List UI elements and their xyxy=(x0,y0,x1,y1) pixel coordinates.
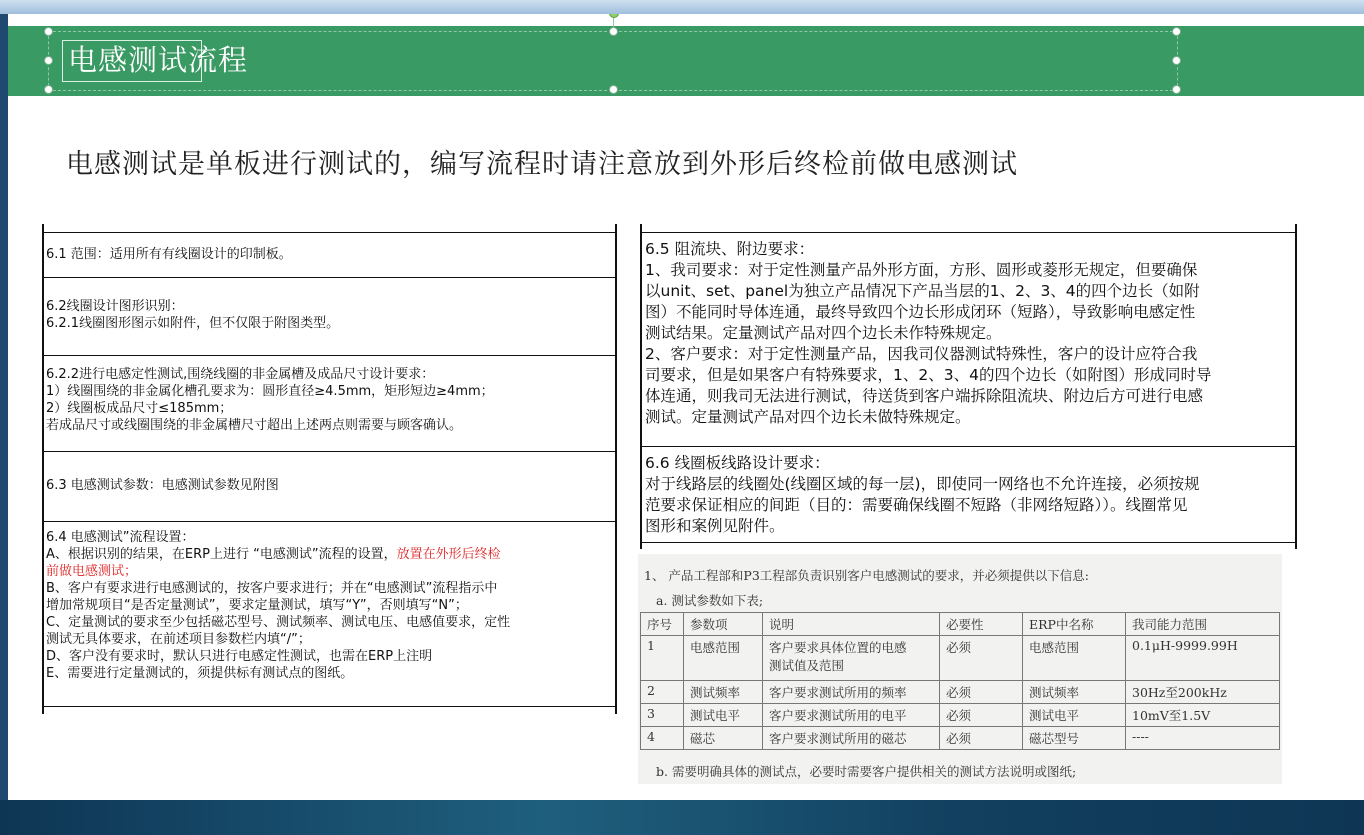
section-6-5-line: 体连通，则我司无法进行测试，待送货到客户端拆除阻流块、附边后方可进行电感 xyxy=(645,387,1204,405)
section-6-5-line: 1、我司要求：对于定性测量产品外形方面，方形、圆形或菱形无规定，但要确保 xyxy=(645,261,1198,279)
section-6-2-2-line: 1）线圈围绕的非金属化槽孔要求为：圆形直径≥4.5mm，矩形短边≥4mm； xyxy=(46,384,494,399)
section-6-4-line: 增加常规项目“是否定量测试”，要求定量测试，填写“Y”，否则填写“N”； xyxy=(46,598,468,613)
table-row xyxy=(641,727,1280,750)
spec-right-image[interactable] xyxy=(640,232,1296,543)
scan-footer: b. 需要明确具体的测试点，必要时需要客户提供相关的测试方法说明或图纸; xyxy=(656,764,1077,779)
section-6-4-line: B、客户有要求进行电感测试的，按客户要求进行；并在“电感测试”流程指示中 xyxy=(46,581,498,596)
table-cell-line: 客户要求具体位置的电感 xyxy=(769,640,907,655)
section-6-5-line: 6.5 阻流块、附边要求： xyxy=(645,240,815,258)
spec-right-border-left xyxy=(640,224,642,549)
table-cell: 测试电平 xyxy=(1023,704,1126,727)
resize-handle-bottom-right[interactable] xyxy=(1172,85,1181,94)
resize-handle-left[interactable] xyxy=(44,56,53,65)
table-header-cell: 参数项 xyxy=(684,613,763,636)
table-cell: 测试频率 xyxy=(1023,681,1126,704)
section-6-4-a-highlight-cont: 前做电感测试； xyxy=(46,564,138,579)
spec-left-image[interactable] xyxy=(42,232,616,707)
table-cell: 3 xyxy=(641,704,684,727)
table-row xyxy=(641,704,1280,727)
section-6-4-line: 测试无具体要求，在前述项目参数栏内填“/”； xyxy=(46,632,311,647)
table-cell: 客户要求测试所用的磁芯 xyxy=(763,727,940,750)
spec-right-border-right xyxy=(1295,224,1297,549)
resize-handle-right[interactable] xyxy=(1172,56,1181,65)
spec-left-border-left xyxy=(42,224,44,714)
table-cell: 磁芯型号 xyxy=(1023,727,1126,750)
section-6-4-a-highlight: 放置在外形后终检 xyxy=(396,547,501,562)
table-cell: 2 xyxy=(641,681,684,704)
section-6-5-line: 以unit、set、panel为独立产品情况下产品当层的1、2、3、4的四个边长（如附 xyxy=(645,282,1200,300)
slide-title[interactable]: 电感测试流程 xyxy=(68,43,249,77)
section-6-6-line: 范要求保证相应的间距（目的：需要确保线圈不短路（非网络短路））。线圈常见 xyxy=(645,496,1188,514)
rotate-handle[interactable] xyxy=(609,14,619,18)
parameter-table xyxy=(640,612,1280,750)
section-6-4-title: 6.4 电感测试”流程设置： xyxy=(46,530,195,545)
table-cell: 0.1μH-9999.99H xyxy=(1126,636,1280,681)
table-header-row xyxy=(641,613,1280,636)
table-cell: 电感范围 xyxy=(1023,636,1126,681)
table-header-cell: 必要性 xyxy=(940,613,1023,636)
section-6-2 xyxy=(42,277,616,355)
table-cell: 磁芯 xyxy=(684,727,763,750)
section-6-3 xyxy=(42,451,616,521)
table-header-cell: 我司能力范围 xyxy=(1126,613,1280,636)
table-row xyxy=(641,636,1280,681)
section-6-6-line: 6.6 线圈板线路设计要求： xyxy=(645,454,830,472)
table-header-cell: ERP中名称 xyxy=(1023,613,1126,636)
section-6-2-2 xyxy=(42,355,616,451)
table-cell-line: 测试值及范围 xyxy=(769,658,845,673)
section-6-4-line: C、定量测试的要求至少包括磁芯型号、测试频率、测试电压、电感值要求，定性 xyxy=(46,615,511,630)
scan-subheading: a. 测试参数如下表; xyxy=(656,593,764,608)
table-cell: 必须 xyxy=(940,704,1023,727)
section-6-3-text: 6.3 电感测试参数：电感测试参数见附图 xyxy=(46,478,279,493)
slide-canvas[interactable] xyxy=(8,14,1364,800)
section-6-5-line: 图）不能同时导体连通，最终导致四个边长形成闭环（短路），导致影响电感定性 xyxy=(645,303,1196,321)
resize-handle-top-left[interactable] xyxy=(44,27,53,36)
table-row xyxy=(641,681,1280,704)
section-6-2-2-line: 若成品尺寸或线圈围绕的非金属槽尺寸超出上述两点则需要与顾客确认。 xyxy=(46,418,463,433)
resize-handle-bottom[interactable] xyxy=(609,85,618,94)
section-6-4 xyxy=(42,521,616,707)
section-6-1-text: 6.1 范围：适用所有有线圈设计的印制板。 xyxy=(46,247,292,262)
section-6-6 xyxy=(640,446,1296,543)
section-6-2-2-line: 6.2.2进行电感定性测试,围绕线圈的非金属槽及成品尺寸设计要求： xyxy=(46,367,435,382)
resize-handle-top-right[interactable] xyxy=(1172,27,1181,36)
section-6-5-line: 测试。定量测试产品对四个边长未做特殊规定。 xyxy=(645,408,971,426)
table-cell: 必须 xyxy=(940,636,1023,681)
window-bottom-strip xyxy=(0,800,1364,835)
table-cell: 电感范围 xyxy=(684,636,763,681)
section-6-4-a-text: A、根据识别的结果，在ERP上进行 “电感测试”流程的设置， xyxy=(46,547,397,562)
table-cell xyxy=(763,636,940,681)
table-cell: ---- xyxy=(1126,727,1280,750)
section-6-6-line: 对于线路层的线圈处(线圈区域的每一层)，即使同一网络也不允许连接，必须按规 xyxy=(645,475,1200,493)
table-cell: 必须 xyxy=(940,681,1023,704)
table-cell: 1 xyxy=(641,636,684,681)
spec-left-border-right xyxy=(615,224,617,714)
resize-handle-bottom-left[interactable] xyxy=(44,85,53,94)
table-cell: 客户要求测试所用的频率 xyxy=(763,681,940,704)
section-6-5 xyxy=(640,232,1296,446)
section-6-5-line: 测试结果。定量测试产品对四个边长未作特殊规定。 xyxy=(645,324,1002,342)
window-top-strip xyxy=(0,0,1364,14)
section-6-2-2-line: 2）线圈板成品尺寸≤185mm； xyxy=(46,401,233,416)
section-6-5-line: 司要求，但是如果客户有特殊要求，1、2、3、4的四个边长（如附图）形成同时导 xyxy=(645,366,1212,384)
table-cell: 4 xyxy=(641,727,684,750)
table-cell: 10mV至1.5V xyxy=(1126,704,1280,727)
table-cell: 测试电平 xyxy=(684,704,763,727)
table-cell: 必须 xyxy=(940,727,1023,750)
section-6-4-line: E、需要进行定量测试的，须提供标有测试点的图纸。 xyxy=(46,666,354,681)
slide-subtitle[interactable]: 电感测试是单板进行测试的，编写流程时请注意放到外形后终检前做电感测试 xyxy=(66,149,1018,180)
table-cell: 30Hz至200kHz xyxy=(1126,681,1280,704)
section-6-6-line: 图形和案例见附件。 xyxy=(645,517,785,535)
section-6-1 xyxy=(42,232,616,277)
section-6-4-line: D、客户没有要求时，默认只进行电感定性测试，也需在ERP上注明 xyxy=(46,649,433,664)
table-header-cell: 序号 xyxy=(641,613,684,636)
scanned-parameter-image[interactable] xyxy=(638,554,1282,784)
section-6-2-title: 6.2线圈设计图形识别： xyxy=(46,299,184,314)
table-cell: 客户要求测试所用的电平 xyxy=(763,704,940,727)
table-cell: 测试频率 xyxy=(684,681,763,704)
section-6-5-line: 2、客户要求：对于定性测量产品，因我司仪器测试特殊性，客户的设计应符合我 xyxy=(645,345,1198,363)
resize-handle-top[interactable] xyxy=(609,27,618,36)
scan-heading: 1、 产品工程部和P3工程部负责识别客户电感测试的要求，并必须提供以下信息: xyxy=(644,568,1090,583)
section-6-2-1-text: 6.2.1线圈图形图示如附件，但不仅限于附图类型。 xyxy=(46,316,340,331)
section-6-4-line-a xyxy=(46,546,612,563)
table-header-cell: 说明 xyxy=(763,613,940,636)
